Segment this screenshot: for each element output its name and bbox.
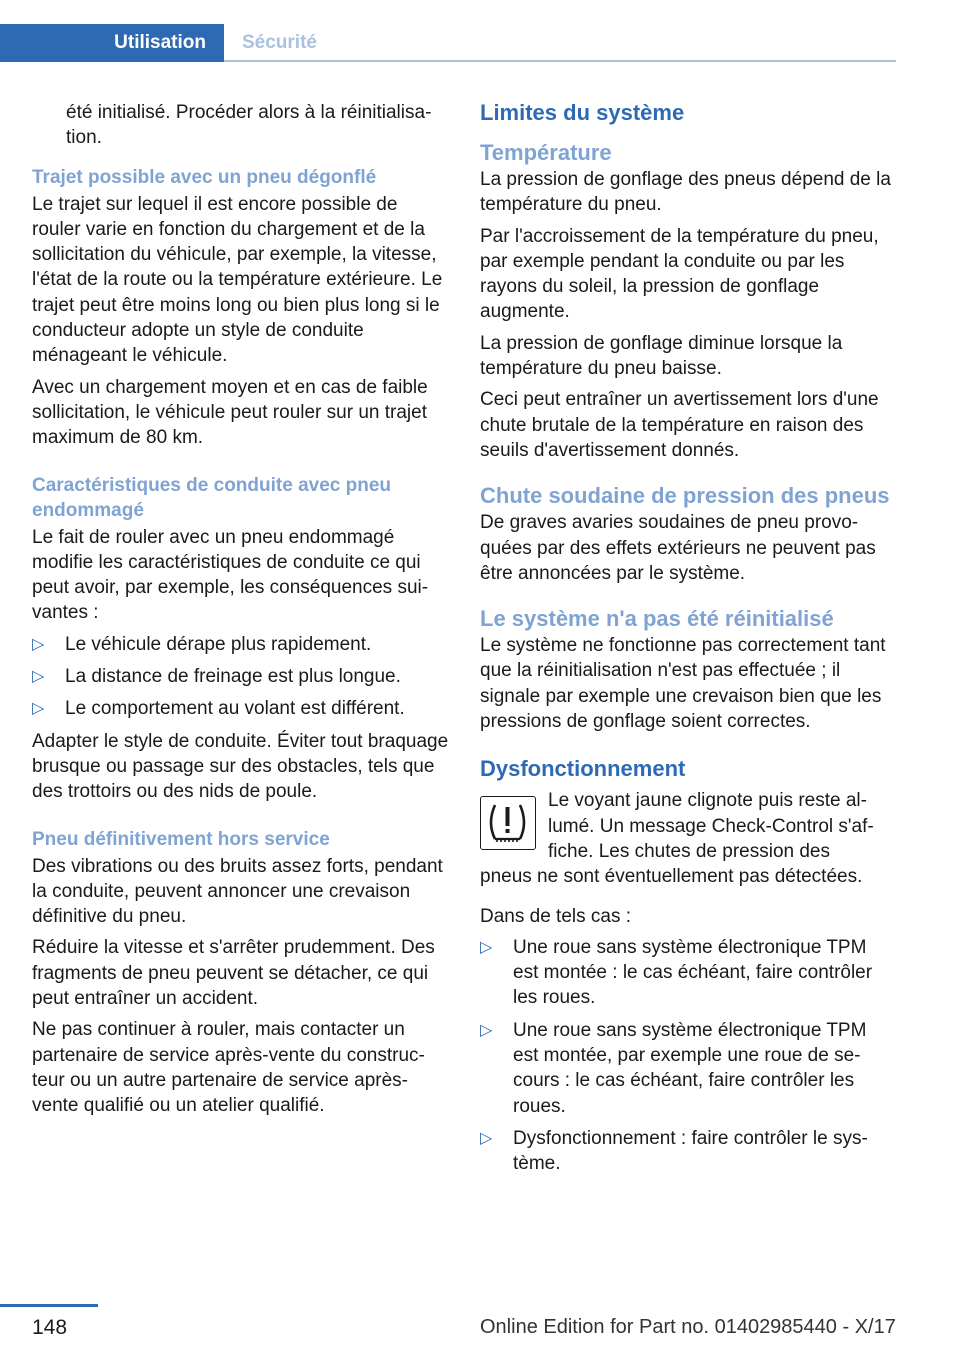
cas-list (480, 935, 896, 1177)
list-item-text: La distance de freinage est plus longue. (65, 666, 401, 688)
tab-utilisation-label: Utilisation (114, 32, 206, 53)
list-item (480, 1126, 896, 1177)
dysfonctionnement-paragraph-b: pneus ne sont éventuellement pas détectées. (480, 866, 863, 888)
pneu-paragraph-3: Ne pas continuer à rouler, mais contacter un partenaire de service après-vente du constructeur ou un autre partenaire de service après-vente qualifié ou un atelier qualifié. (32, 1019, 425, 1117)
dysfonctionnement-paragraph-a: Le voyant jaune clignote puis reste allumé. Un message Check-Control s'affiche. Les chutes de pression des (548, 790, 874, 862)
temperature-paragraph-2: Par l'accroissement de la température du pneu, par exemple pendant la conduite ou par les rayons du soleil, la pression de gonflage augmente. (480, 225, 879, 323)
temperature-paragraph-3: La pression de gonflage diminue lorsque la température du pneu baisse. (480, 332, 843, 380)
pneu-paragraph-2: Réduire la vitesse et s'arrêter prudemment. Des fragments de pneu peuvent se détacher, ce qui peut entraîner un accident. (32, 937, 435, 1010)
left-column (32, 100, 450, 1125)
triangle-bullet-icon: ▷ (32, 668, 45, 686)
heading-chute-soudaine: Chute soudaine de pression des pneus (480, 483, 890, 509)
page-header (0, 0, 960, 64)
temperature-paragraph-4: Ceci peut entraîner un avertissement lors d'une chute brutale de la température en raison des seuils d'avertissement donnés. (480, 389, 879, 461)
temperature-paragraph-1: La pression de gonflage des pneus dépend de la température du pneu. (480, 169, 891, 216)
tab-utilisation[interactable] (0, 24, 224, 62)
reinit-paragraph: Le système ne fonctionne pas correctement tant que la réinitialisation n'est pas effectuée ; il signale par exemple une crevaison bien que les pressions de gonflage soient correctes. (480, 635, 886, 733)
tire-pressure-warning-icon (480, 796, 536, 850)
list-item (32, 664, 450, 689)
trajet-paragraph-1: Le trajet sur lequel il est encore possible de rouler varie en fonction du chargement et de la sollicitation du véhicule, par exemple, la vitesse, l'état de la route ou la température extérieure. Le trajet peut être moins long ou bien plus long si le conducteur adopte un style de conduite ménageant le véhicule. (32, 193, 443, 367)
right-column (480, 100, 896, 1184)
heading-limites: Limites du système (480, 100, 685, 125)
tab-securite-label: Sécurité (242, 32, 317, 53)
heading-caracteristiques: Caractéristiques de conduite avec pneu endommagé (32, 474, 392, 521)
dysfonctionnement-warning (480, 788, 896, 889)
header-divider (224, 60, 896, 62)
intro-paragraph: été initialisé. Procéder alors à la réinitialisation. (66, 102, 432, 149)
pneu-paragraph-1: Des vibrations ou des bruits assez forts, pendant la conduite, peuvent annoncer une crevaison définitive du pneu. (32, 855, 443, 928)
heading-non-reinitialise: Le système n'a pas été réinitialisé (480, 606, 834, 632)
edition-footer: Online Edition for Part no. 01402985440 - X/17 (480, 1316, 896, 1338)
list-item (32, 632, 450, 657)
heading-trajet: Trajet possible avec un pneu dégonflé (32, 166, 377, 188)
caracteristiques-paragraph: Le fait de rouler avec un pneu endommagé modifie les caractéristiques de conduite ce qui peut avoir, par exemple, les conséquences suivantes : (32, 526, 429, 624)
trajet-paragraph-2: Avec un chargement moyen et en cas de faible sollicitation, le véhicule peut rouler sur un trajet maximum de 80 km. (32, 376, 428, 449)
list-item (32, 696, 450, 721)
page-number-rule (0, 1304, 98, 1307)
list-item-text: Dysfonctionnement : faire contrôler le système. (513, 1127, 868, 1175)
list-item-text: Le comportement au volant est différent. (65, 698, 405, 720)
triangle-bullet-icon: ▷ (480, 1021, 493, 1039)
page-number: 148 (32, 1316, 68, 1339)
triangle-bullet-icon: ▷ (480, 938, 493, 956)
list-item-text: Le véhicule dérape plus rapidement. (65, 633, 372, 655)
list-item-text: Une roue sans système électronique TPM est montée, par exemple une roue de secours : le cas échéant, faire contrôler les roues. (513, 1019, 867, 1117)
adapter-paragraph: Adapter le style de conduite. Éviter tout braquage brusque ou passage sur des obstacles, tels que des trottoirs ou des nids de poule. (32, 730, 449, 803)
chute-paragraph: De graves avaries soudaines de pneu provoquées par des effets extérieurs ne peuvent pas être annoncées par le système. (480, 512, 876, 584)
list-item (480, 1018, 896, 1119)
tab-securite[interactable] (224, 24, 896, 62)
heading-dysfonctionnement: Dysfonctionnement (480, 756, 686, 782)
list-item (480, 935, 896, 1011)
list-item-text: Une roue sans système électronique TPM est montée : le cas échéant, faire contrôler les roues. (513, 936, 873, 1009)
heading-pneu-hors-service: Pneu définitivement hors service (32, 828, 330, 850)
heading-temperature: Température (480, 140, 612, 165)
cas-paragraph: Dans de tels cas : (480, 905, 632, 927)
triangle-bullet-icon: ▷ (32, 635, 45, 653)
triangle-bullet-icon: ▷ (32, 700, 45, 718)
consequences-list (32, 632, 450, 722)
triangle-bullet-icon: ▷ (480, 1129, 493, 1147)
tire-pressure-warning-icon-graphic (481, 797, 534, 848)
